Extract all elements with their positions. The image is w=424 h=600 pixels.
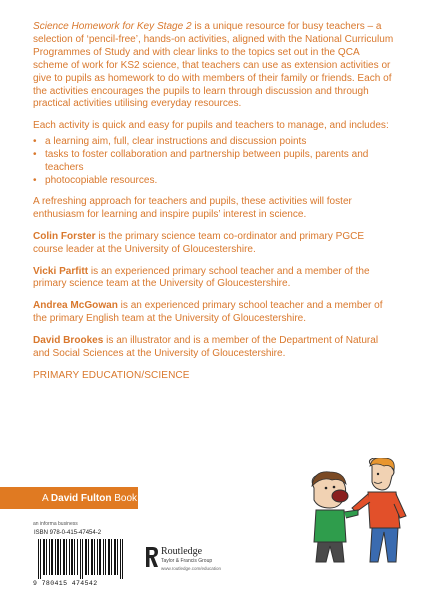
feature-list (33, 136, 395, 188)
author-name: Colin Forster (33, 230, 96, 242)
banner-suffix: Book (111, 492, 138, 504)
list-item: • photocopiable resources. (33, 175, 395, 188)
author-bio (33, 335, 395, 361)
intro-paragraph (33, 21, 395, 111)
informa-label: an informa business (33, 521, 78, 527)
author-bio-text: is an experienced primary school teacher and a member of the primary science team at the University of Gloucestershire. (33, 265, 370, 290)
blurb-text (33, 21, 395, 392)
author-bio-text: is the primary science team co-ordinator and primary PGCE course leader at the University of Gloucestershire. (33, 230, 365, 255)
author-bio (33, 231, 395, 257)
banner-brand: David Fulton (50, 492, 112, 504)
author-bio (33, 300, 395, 326)
author-bio-text: is an experienced primary school teacher and a member of the primary English team at the University of Gloucestershire. (33, 300, 383, 325)
publisher-group: Taylor & Francis Group (161, 558, 213, 564)
isbn-text: ISBN 978-0-415-47454-2 (34, 530, 102, 536)
intro-text: is a unique resource for busy teachers – a selection of ‘pencil-free’, hands-on activities, aligned with the National Curriculum Programmes of Study and with clear links to the topics set out in the QCA scheme of work for KS2 science, that teachers can use as extension activities or give to pupils as homework to do with members of their family or friends. Each of the activities encourages the pupils to learn through discussion and through practical activities utilising everyday resources. (33, 21, 394, 110)
barcode-block (33, 529, 131, 591)
publisher-url: www.routledge.com/education (161, 566, 222, 571)
publisher-name: Routledge (161, 546, 203, 557)
banner-text (42, 493, 137, 504)
author-name: Andrea McGowan (33, 300, 118, 312)
publisher-banner (0, 487, 138, 509)
list-item: • tasks to foster collaboration and partnership between pupils, parents and teachers (33, 149, 395, 175)
author-bio (33, 266, 395, 292)
approach-paragraph: A refreshing approach for teachers and pupils, these activities will foster enthusiasm for learning and inspire pupils’ interest in science. (33, 195, 352, 220)
barcode-digits: 9 780415 474542 (33, 580, 98, 587)
subject-category: PRIMARY EDUCATION/SCIENCE (33, 369, 190, 381)
publisher-logo (145, 545, 240, 579)
author-name: Vicki Parfitt (33, 265, 89, 277)
book-title: Science Homework for Key Stage 2 (33, 21, 192, 32)
routledge-r-icon (145, 546, 159, 568)
list-item: • a learning aim, full, clear instructions and discussion points (33, 136, 395, 149)
author-name: David Brookes (33, 335, 104, 347)
cartoon-illustration (300, 458, 415, 573)
author-bio-text: is an illustrator and is a member of the Department of Natural and Social Sciences at the University of Gloucestershire. (33, 335, 379, 360)
banner-prefix: A (42, 492, 51, 504)
activity-intro: Each activity is quick and easy for pupils and teachers to manage, and includes: (33, 120, 389, 132)
barcode-bars (38, 539, 126, 579)
